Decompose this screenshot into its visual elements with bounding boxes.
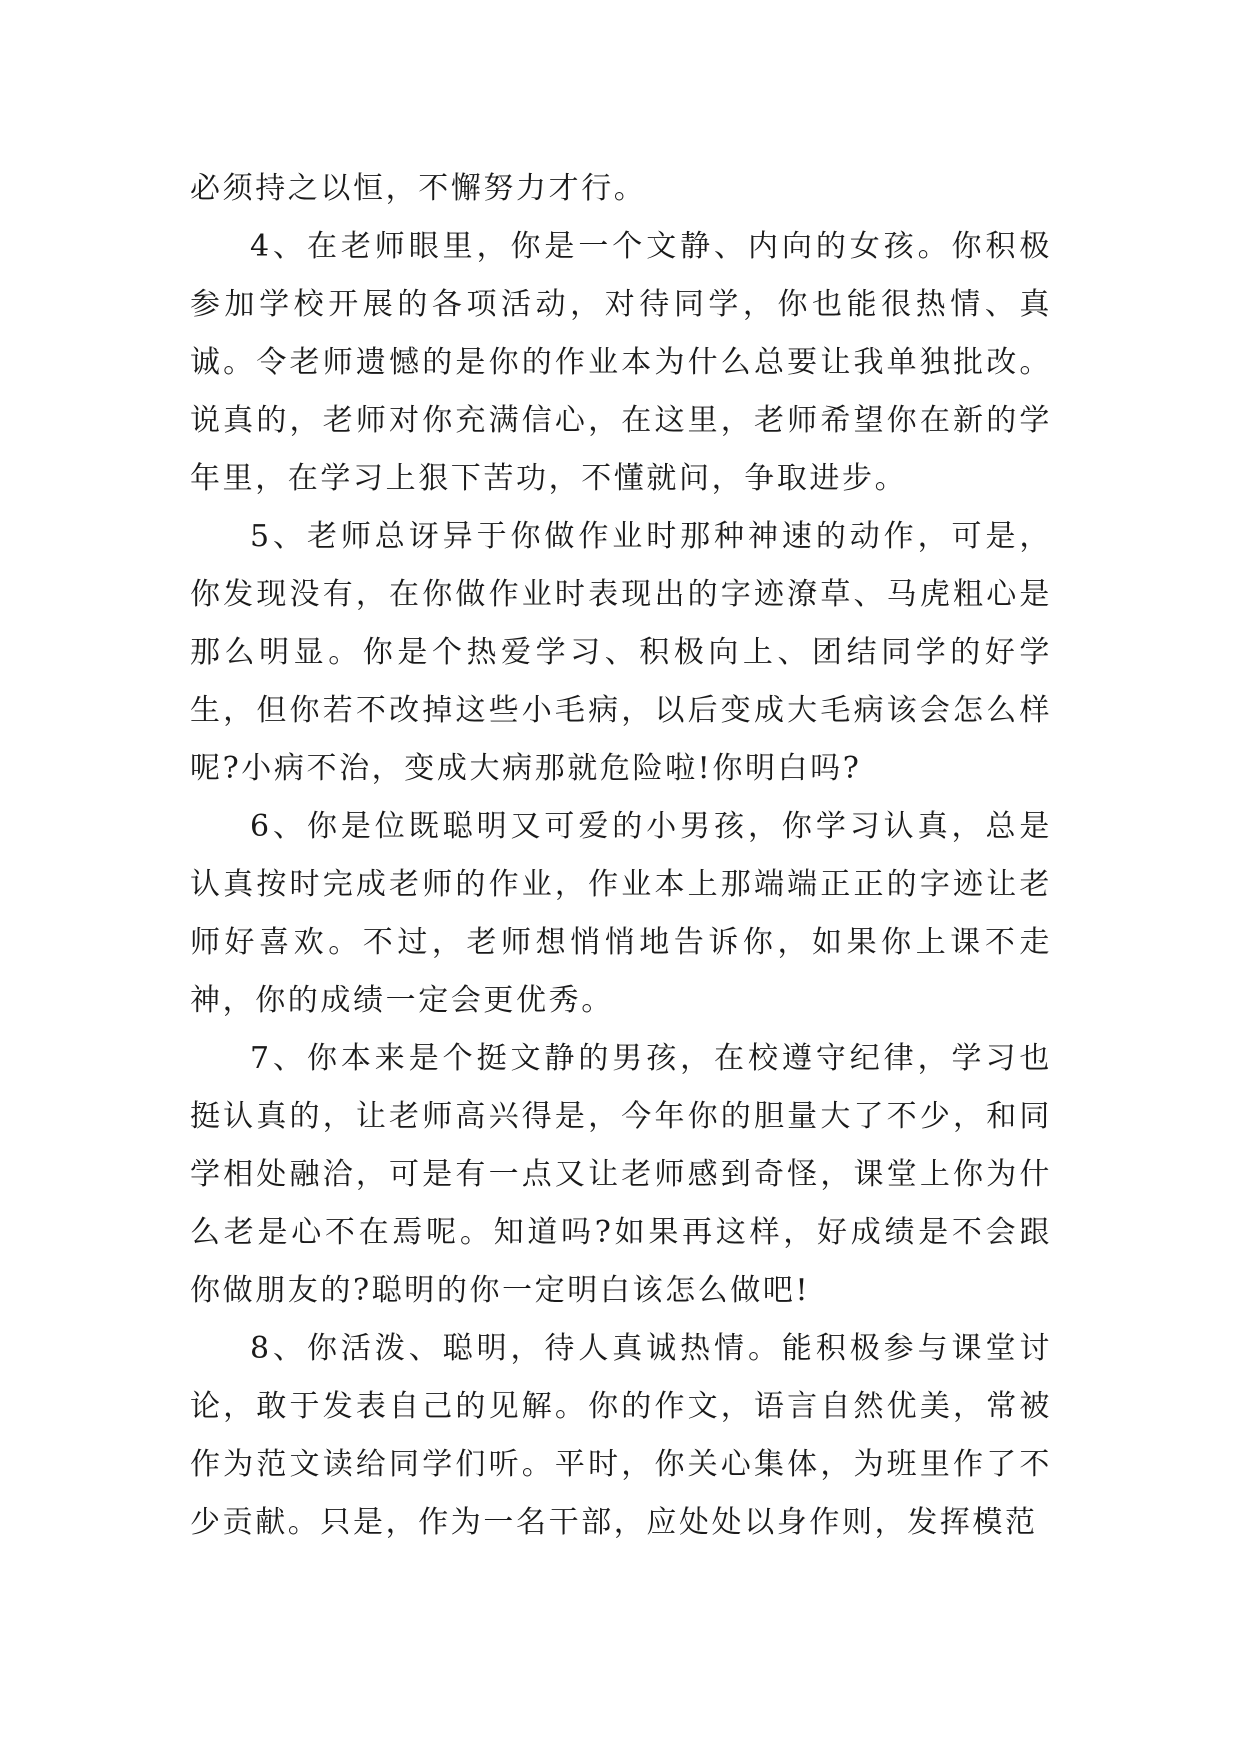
paragraph-comment-8: 8、你活泼、聪明，待人真诚热情。能积极参与课堂讨论，敢于发表自己的见解。你的作文，语言自然优美，常被作为范文读给同学们听。平时，你关心集体，为班里作了不少贡献。只是，作为一名干部，应处处以身作则，发挥模范: [190, 1331, 1052, 1540]
document-body: [190, 160, 1052, 1552]
paragraph-comment-4: 4、在老师眼里，你是一个文静、内向的女孩。你积极参加学校开展的各项活动，对待同学，你也能很热情、真诚。令老师遗憾的是你的作业本为什么总要让我单独批改。说真的，老师对你充满信心，在这里，老师希望你在新的学年里，在学习上狠下苦功，不懂就问，争取进步。: [190, 229, 1052, 496]
paragraph-comment-5: 5、老师总讶异于你做作业时那种神速的动作，可是，你发现没有，在你做作业时表现出的字迹潦草、马虎粗心是那么明显。你是个热爱学习、积极向上、团结同学的好学生，但你若不改掉这些小毛病，以后变成大毛病该会怎么样呢?小病不治，变成大病那就危险啦!你明白吗?: [190, 519, 1052, 786]
paragraph-continuation: 必须持之以恒，不懈努力才行。: [190, 171, 647, 206]
paragraph-comment-6: 6、你是位既聪明又可爱的小男孩，你学习认真，总是认真按时完成老师的作业，作业本上那端端正正的字迹让老师好喜欢。不过，老师想悄悄地告诉你，如果你上课不走神，你的成绩一定会更优秀。: [190, 809, 1052, 1018]
paragraph-comment-7: 7、你本来是个挺文静的男孩，在校遵守纪律，学习也挺认真的，让老师高兴得是，今年你的胆量大了不少，和同学相处融洽，可是有一点又让老师感到奇怪，课堂上你为什么老是心不在焉呢。知道吗?如果再这样，好成绩是不会跟你做朋友的?聪明的你一定明白该怎么做吧!: [190, 1041, 1052, 1308]
